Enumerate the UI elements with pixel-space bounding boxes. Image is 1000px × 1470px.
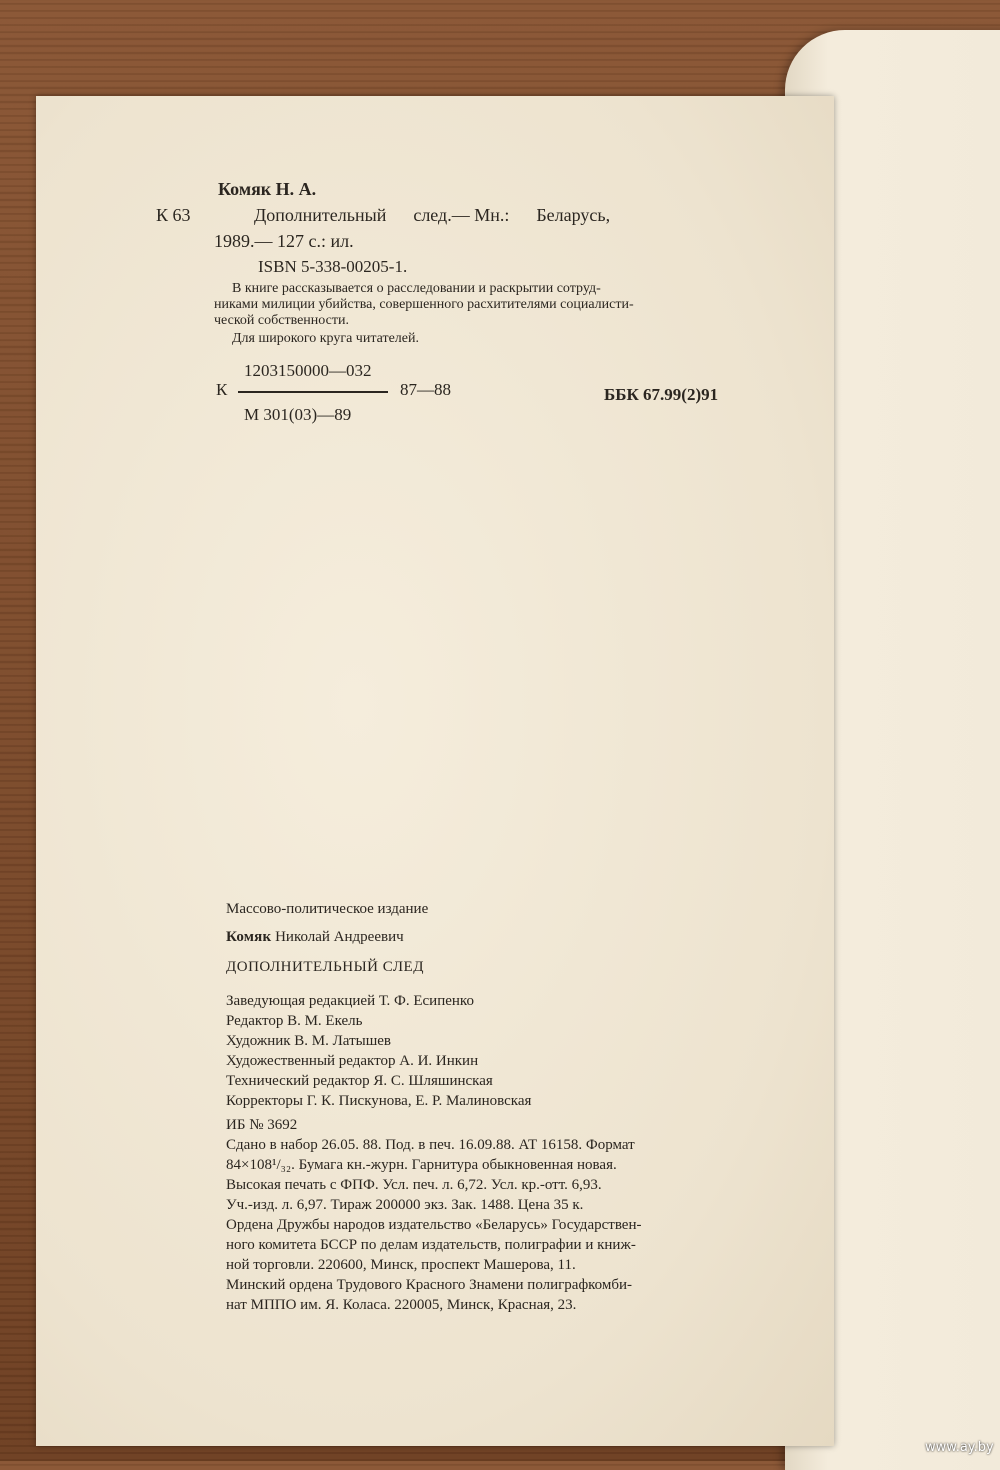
annotation-line-2: никами милиции убийства, совершенного расхитителями социалисти- [214, 297, 634, 312]
formula-suffix: 87—88 [400, 380, 451, 399]
credit-line: Художественный редактор А. И. Инкин [226, 1053, 479, 1069]
watermark: www.ay.by [925, 1440, 994, 1455]
author-heading: Комяк Н. А. [218, 179, 317, 199]
print-detail-line: Высокая печать с ФПФ. Усл. печ. л. 6,72. Усл. кр.-отт. 6,93. [226, 1177, 602, 1193]
print-detail-line: Ордена Дружбы народов издательство «Беларусь» Государствен- [226, 1217, 642, 1233]
credit-line: Художник В. М. Латышев [226, 1033, 391, 1049]
book-page [36, 96, 834, 1446]
credit-line: Заведующая редакцией Т. Ф. Есипенко [226, 993, 474, 1009]
bbk-code: ББК 67.99(2)91 [604, 385, 719, 404]
credit-line: Технический редактор Я. С. Шляшинская [226, 1073, 493, 1089]
formula-denominator: М 301(03)—89 [244, 405, 352, 424]
credit-line: Редактор В. М. Екель [226, 1013, 363, 1029]
ib-number: ИБ № 3692 [226, 1117, 298, 1133]
annotation-line-1: В книге рассказывается о расследовании и раскрытии сотруд- [232, 281, 601, 296]
author-full-name [226, 930, 404, 945]
print-detail-line: ного комитета БССР по делам издательств, полиграфии и книж- [226, 1237, 636, 1253]
formula-fraction-line [238, 391, 388, 393]
print-detail-line: ной торговли. 220600, Минск, проспект Машерова, 11. [226, 1257, 576, 1273]
formula-numerator: 1203150000—032 [244, 361, 372, 380]
author-name-text: Николай Андреевич [271, 929, 404, 945]
audience-note: Для широкого круга читателей. [232, 331, 420, 346]
title-line-2: 1989.— 127 с.: ил. [214, 231, 354, 251]
formula-prefix: К [216, 380, 228, 399]
print-detail-line: Сдано в набор 26.05. 88. Под. в печ. 16.09.88. АТ 16158. Формат [226, 1137, 635, 1153]
title-line-1: Дополнительный след.— Мн.: Беларусь, [254, 205, 611, 225]
catalog-code: К 63 [156, 205, 191, 225]
print-detail-line: 84×108¹/₃₂. Бумага кн.-журн. Гарнитура обыкновенная новая. [226, 1157, 617, 1173]
edition-type: Массово-политическое издание [226, 901, 429, 917]
print-detail-line: нат МППО им. Я. Коласа. 220005, Минск, Красная, 23. [226, 1297, 577, 1313]
title-caps: ДОПОЛНИТЕЛЬНЫЙ СЛЕД [226, 959, 424, 975]
author-surname: Комяк [226, 929, 272, 945]
print-detail-line: Уч.-изд. л. 6,97. Тираж 200000 экз. Зак. 1488. Цена 35 к. [226, 1197, 584, 1213]
isbn: ISBN 5-338-00205-1. [258, 257, 408, 276]
credit-line: Корректоры Г. К. Пискунова, Е. Р. Малиновская [226, 1093, 532, 1109]
print-detail-line: Минский ордена Трудового Красного Знамени полиграфкомби- [226, 1277, 633, 1293]
annotation-line-3: ческой собственности. [214, 313, 349, 328]
